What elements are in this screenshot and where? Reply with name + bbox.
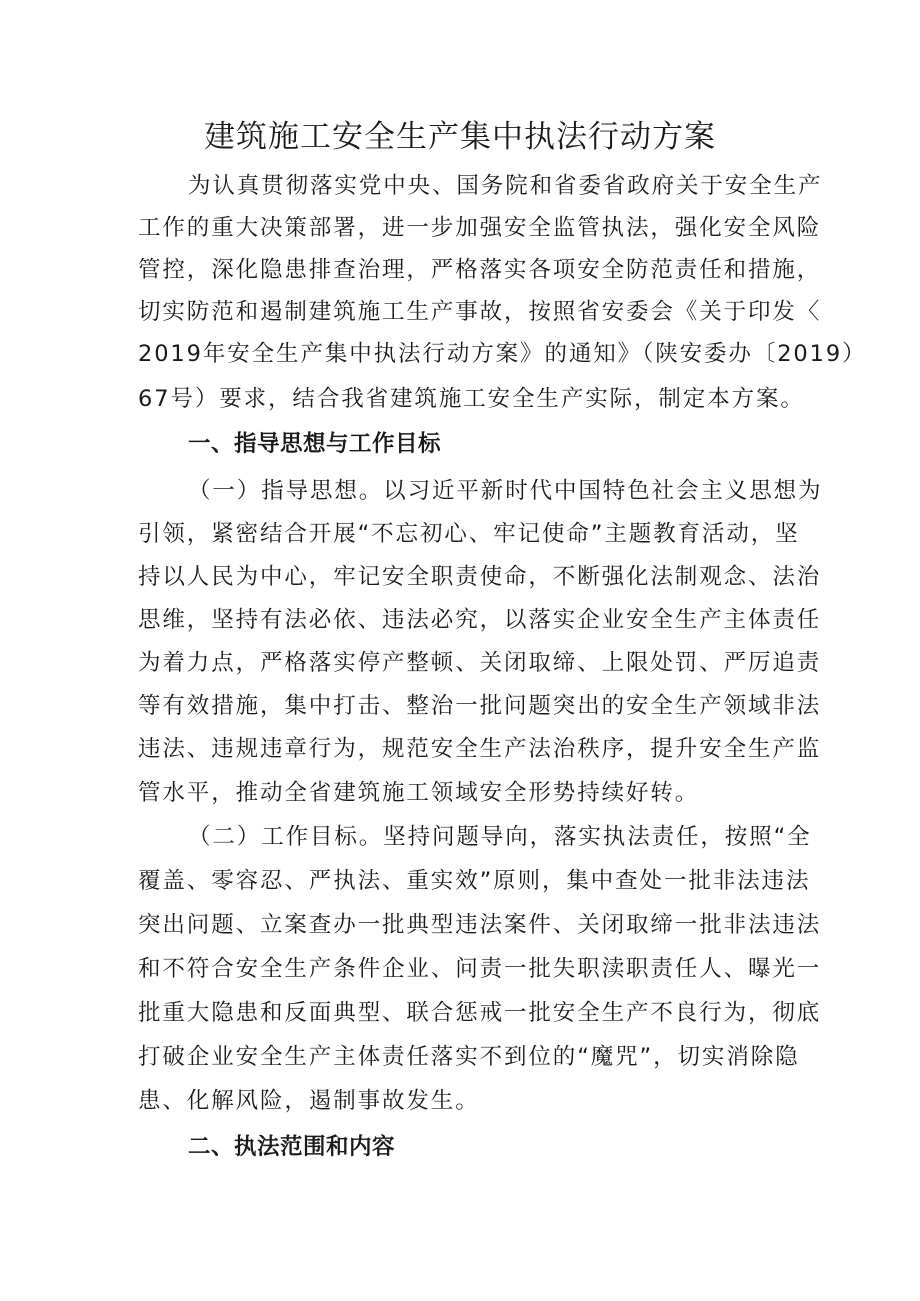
paragraph-line: 切实防范和遏制建筑施工生产事故，按照省安委会《关于印发〈 xyxy=(138,299,822,325)
section-heading: 二、执法范围和内容 xyxy=(188,1134,396,1160)
paragraph-line: 等有效措施，集中打击、整治一批问题突出的安全生产领域非法 xyxy=(138,693,822,719)
paragraph-line: 为认真贯彻落实党中央、国务院和省委省政府关于安全生产 xyxy=(188,173,823,199)
paragraph-line: 突出问题、立案查办一批典型违法案件、关闭取缔一批非法违法 xyxy=(138,912,822,938)
paragraph-line: 持以人民为中心，牢记安全职责使命，不断强化法制观念、法治 xyxy=(138,564,822,590)
paragraph-line: 为着力点，严格落实停产整顿、关闭取缔、上限处罚、严厉追责 xyxy=(138,650,822,676)
paragraph-line: 打破企业安全生产主体责任落实不到位的“魔咒”，切实消除隐 xyxy=(138,1044,800,1070)
document-title: 建筑施工安全生产集中执法行动方案 xyxy=(204,119,716,155)
paragraph-line: 批重大隐患和反面典型、联合惩戒一批安全生产不良行为，彻底 xyxy=(138,1000,822,1026)
paragraph-line: 和不符合安全生产条件企业、问责一批失职渎职责任人、曝光一 xyxy=(138,956,822,982)
paragraph-line: 引领，紧密结合开展“不忘初心、牢记使命”主题教育活动，坚 xyxy=(138,521,800,547)
paragraph-line: 2019年安全生产集中执法行动方案》的通知》（陕安委办〔2019） xyxy=(138,341,867,367)
paragraph-line: 工作的重大决策部署，进一步加强安全监管执法，强化安全风险 xyxy=(138,215,822,241)
paragraph-line: 思维，坚持有法必依、违法必究，以落实企业安全生产主体责任 xyxy=(138,607,822,633)
paragraph-line: 管水平，推动全省建筑施工领域安全形势持续好转。 xyxy=(138,780,700,806)
paragraph-line: 67号）要求，结合我省建筑施工安全生产实际，制定本方案。 xyxy=(138,386,805,412)
section-heading: 一、指导思想与工作目标 xyxy=(188,431,442,457)
paragraph-line: 覆盖、零容忍、严执法、重实效”原则，集中查处一批非法违法 xyxy=(138,868,811,894)
paragraph-line: 患、化解风险，遏制事故发生。 xyxy=(138,1088,480,1114)
paragraph-line: 管控，深化隐患排查治理，严格落实各项安全防范责任和措施， xyxy=(138,257,822,283)
paragraph-line: （二）工作目标。坚持问题导向，落实执法责任，按照“全 xyxy=(188,824,812,850)
paragraph-line: （一）指导思想。以习近平新时代中国特色社会主义思想为 xyxy=(188,478,823,504)
paragraph-line: 违法、违规违章行为，规范安全生产法治秩序，提升安全生产监 xyxy=(138,736,822,762)
